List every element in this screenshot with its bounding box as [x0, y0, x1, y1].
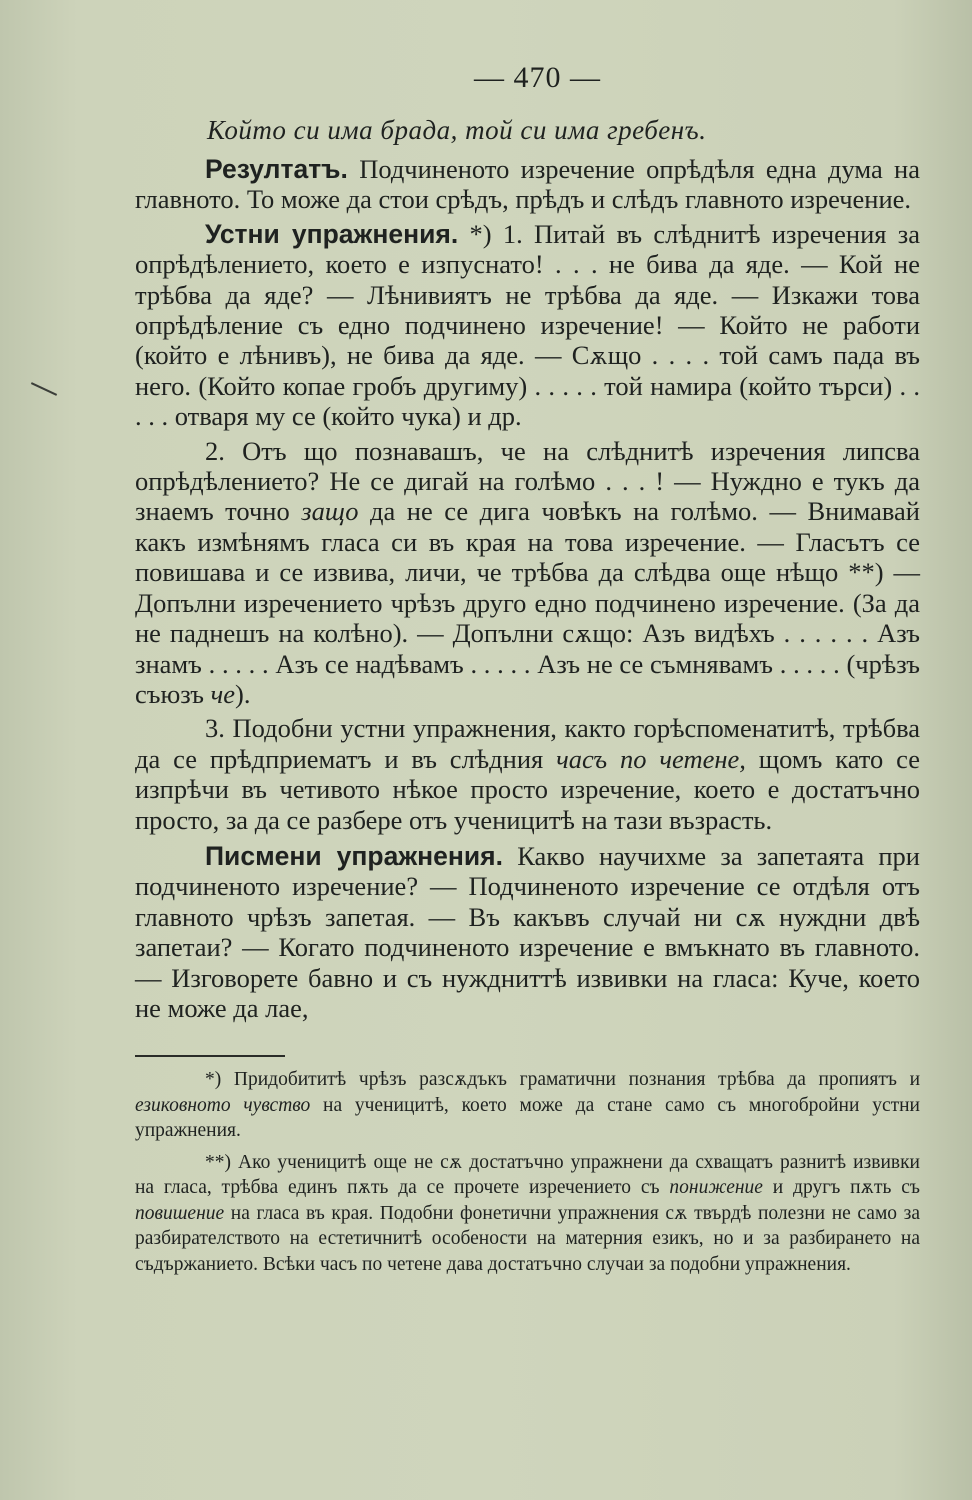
oral-exercises-paragraph-1	[135, 219, 920, 432]
footnote-2-italic-2: повишение	[135, 1202, 225, 1224]
oral-text-3b: щомъ като се изпрѣчи въ четивото нѣкое просто изречение, което е достатъчно просто, за да се разбере отъ ученицитѣ на тази възрасть.	[135, 743, 921, 835]
footnote-1-text-b: на ученицитѣ, което може да стане само съ многобройни устни упражнения.	[135, 1094, 920, 1142]
result-paragraph	[135, 154, 920, 215]
footnote-2	[135, 1150, 920, 1278]
oral-text-3a: 3. Подобни устни упражнения, както горѣспоменатитѣ, трѣбва да се прѣдприематъ и въ слѣдния	[135, 713, 920, 774]
oral-text-3-italic: часъ по четене,	[556, 743, 746, 774]
footnote-1	[135, 1067, 920, 1144]
written-exercises-text: Какво научихме за запетаята при подчиненото изречение? — Подчиненото изречение се отдѣля отъ главното чрѣзъ запетая. — Въ какъвъ случай ни сѫ нуждни двѣ запетаи? — Когато подчиненото изречение е вмъкнато въ главното. — Изговорете бавно и съ нуждниттѣ извивки на гласа: Куче, което не може да лае,	[135, 840, 920, 1023]
page-number: — 470 —	[474, 61, 601, 94]
epigraph-proverb: Който си има брада, той си има гребенъ.	[207, 115, 707, 145]
result-text: Подчиненото изречение опрѣдѣля една дума на главното. То може да стои срѣдъ, прѣдъ и слѣдъ главното изречение.	[135, 154, 920, 215]
footnote-1-text-a: *) Придобититѣ чрѣзъ разсѫдъкъ граматични познания трѣбва да пропиятъ и	[205, 1069, 920, 1091]
oral-text-2-italic: защо	[301, 496, 359, 527]
written-exercises-heading: Писмени упражнения.	[205, 840, 503, 871]
footnote-2-text-a: **) Ако ученицитѣ още не сѫ достатъчно упражнени да схващатъ разнитѣ извивки на гласа, трѣбва единъ пѫть да се прочете изречението съ	[135, 1151, 920, 1199]
oral-exercises-paragraph-3	[135, 713, 920, 835]
oral-exercises-text-1: *) 1. Питай въ слѣднитѣ изречения за опрѣдѣлението, което е изпуснато! . . . не бива да яде. — Кой не трѣбва да яде? — Лѣнивиятъ не трѣбва да яде. — Изкажи това опрѣдѣление съ едно подчинено изречение! — Който не работи (който е лѣнивъ), не бива да яде. — Сѫщо . . . . той самъ пада въ него. (Който копае гробъ другиму) . . . . . той намира (който търси) . . . . . отваря му се (който чука) и др.	[135, 218, 920, 432]
footnote-2-italic-1: понижение	[669, 1177, 763, 1199]
written-exercises-paragraph	[135, 841, 920, 1023]
footnote-divider	[135, 1055, 285, 1057]
oral-text-2c: ).	[235, 678, 251, 709]
footnote-2-text-b: и другъ пѫть съ	[762, 1177, 921, 1199]
oral-text-2-italic-2: че	[210, 678, 236, 709]
pencil-mark	[31, 382, 57, 396]
footnote-1-italic: езиковното чувство	[135, 1094, 311, 1116]
result-heading: Резултатъ.	[205, 154, 348, 184]
oral-text-2a: 2. Отъ що познавашъ, че на слѣднитѣ изречения липсва опрѣдѣлението? Не се дигай на голѣмо . . . ! — Нуждно е тукъ да знаемъ точно	[135, 435, 920, 527]
page-content	[135, 56, 920, 1283]
footnote-2-text-c: на гласа въ края. Подобни фонетични упражнения сѫ твърдѣ полезни не само за разбирателството на естетичнитѣ особености на матерния езикъ, но и за разбирането на съдържанието. Всѣки часъ по четене дава достатъчно случаи за подобни упражнения.	[135, 1202, 920, 1275]
oral-text-2b: да не се дига човѣкъ на голѣмо. — Внимавай какъ измѣнямъ гласа си въ края на това изречение. — Гласътъ се повишава и се извива, личи, че трѣбва да слѣдва още нѣщо **) — Допълни изречението чрѣзъ друго едно подчинено изречение. (За да не паднешъ на колѣно). — Допълни сѫщо: Азъ видѣхъ . . . . . . Азъ знамъ . . . . . Азъ се надѣвамъ . . . . . Азъ не се съмнявамъ . . . . . (чрѣзъ съюзъ	[135, 496, 920, 709]
oral-exercises-paragraph-2	[135, 436, 920, 710]
oral-exercises-heading: Устни упражнения.	[205, 218, 459, 249]
